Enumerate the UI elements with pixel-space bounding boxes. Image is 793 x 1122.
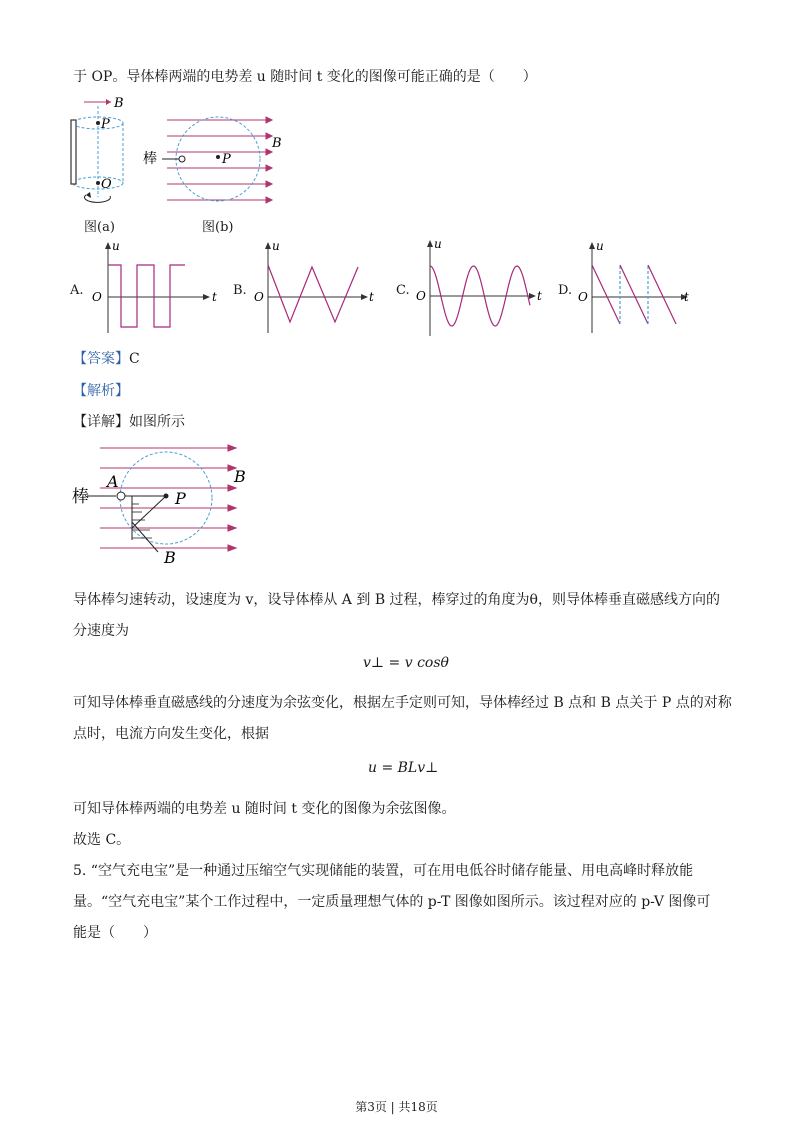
option-a-axis-t: t xyxy=(212,290,217,304)
detail-text: 如图所示 xyxy=(129,414,185,430)
option-c-axis-t: t xyxy=(537,289,542,303)
fig-a-caption: 图(a) xyxy=(84,220,115,235)
option-d-origin: O xyxy=(578,290,588,304)
option-d-letter[interactable]: D. xyxy=(558,283,573,298)
option-c-axis-u: u xyxy=(434,238,442,251)
option-b-axis-t: t xyxy=(369,290,374,304)
analysis-label: 【解析】 xyxy=(73,383,129,399)
question-intro: 于 OP。导体棒两端的电势差 u 随时间 t 变化的图像可能正确的是（ ） xyxy=(73,69,537,85)
detail-label-P: P xyxy=(175,489,186,508)
equation-1: v⊥ = v cosθ xyxy=(363,655,449,671)
option-a-letter[interactable]: A. xyxy=(70,283,84,298)
detail-conclusion: 故选 C。 xyxy=(73,832,131,848)
label-B-a: B xyxy=(114,96,124,111)
option-d-axis-u: u xyxy=(596,240,604,253)
answer-value: C xyxy=(129,351,140,367)
question5-line3: 能是（ ） xyxy=(73,925,157,941)
option-a-origin: O xyxy=(92,290,102,304)
detail-label-B-top: B xyxy=(234,467,246,486)
label-rod-b: 棒 xyxy=(143,151,157,167)
detail-label-rod: 棒 xyxy=(72,487,89,507)
option-a-graph[interactable] xyxy=(90,240,220,335)
option-c-graph[interactable] xyxy=(414,238,554,338)
detail-label-A: A xyxy=(107,472,119,491)
detail-para1-line1: 导体棒匀速转动，设速度为 v，设导体棒从 A 到 B 过程，棒穿过的角度为θ，则导体棒垂直磁感线方向的 xyxy=(73,592,720,608)
option-b-graph[interactable] xyxy=(252,240,382,335)
detail-label: 【详解】 xyxy=(73,414,129,430)
label-P-a: P xyxy=(101,117,110,132)
question5-line2: 量。“空气充电宝”某个工作过程中，一定质量理想气体的 p-T 图像如图所示。该过程对应的 p-V 图像可 xyxy=(73,894,711,910)
detail-para3: 可知导体棒两端的电势差 u 随时间 t 变化的图像为余弦图像。 xyxy=(73,801,456,817)
option-b-letter[interactable]: B. xyxy=(233,283,247,298)
option-c-letter[interactable]: C. xyxy=(396,283,410,298)
figure-a xyxy=(66,92,136,232)
detail-row xyxy=(73,411,185,431)
detail-para1-line2: 分速度为 xyxy=(73,623,129,639)
answer-label: 【答案】 xyxy=(73,351,129,367)
label-B-b: B xyxy=(272,136,282,151)
option-b-origin: O xyxy=(254,290,264,304)
option-d-axis-t: t xyxy=(684,290,689,304)
option-d-graph[interactable] xyxy=(576,240,701,335)
fig-b-caption: 图(b) xyxy=(202,220,234,235)
equation-2: u = BLv⊥ xyxy=(368,760,439,776)
question5-line1: 5. “空气充电宝”是一种通过压缩空气实现储能的装置，可在用电低谷时储存能量、用电高峰时释放能 xyxy=(73,863,694,879)
option-c-origin: O xyxy=(416,289,426,303)
label-P-b: P xyxy=(222,152,231,167)
detail-para2-line2: 点时，电流方向发生变化，根据 xyxy=(73,726,269,742)
detail-para2-line1: 可知导体棒垂直磁感线的分速度为余弦变化，根据左手定则可知，导体棒经过 B 点和 B 点关于 P 点的对称 xyxy=(73,695,732,711)
detail-label-B-bottom: B xyxy=(164,548,176,567)
option-b-axis-u: u xyxy=(272,240,280,253)
answer-row xyxy=(73,348,140,368)
figure-b xyxy=(140,110,290,210)
detail-figure xyxy=(70,440,260,570)
option-a-axis-u: u xyxy=(112,240,120,253)
page-footer: 第3页 | 共18页 xyxy=(355,1100,438,1114)
label-O-a: O xyxy=(101,177,112,192)
